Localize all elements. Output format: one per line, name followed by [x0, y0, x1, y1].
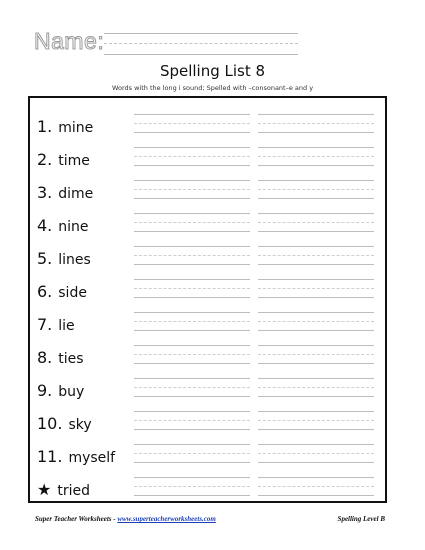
practice-line-1[interactable]	[134, 477, 250, 496]
item-number: 10.	[37, 414, 63, 433]
spelling-word	[37, 150, 90, 169]
word-text: lines	[58, 252, 91, 268]
word-text: nine	[58, 219, 89, 235]
item-number: 4.	[37, 216, 53, 235]
practice-line-2[interactable]	[258, 444, 374, 463]
list-item	[30, 471, 385, 504]
spelling-word	[37, 282, 87, 301]
item-number: 5.	[37, 249, 53, 268]
practice-line-2[interactable]	[258, 378, 374, 397]
practice-line-1[interactable]	[134, 246, 250, 265]
spelling-word	[37, 117, 93, 136]
practice-line-1[interactable]	[134, 411, 250, 430]
practice-line-1[interactable]	[134, 114, 250, 133]
word-text: sky	[68, 417, 92, 433]
practice-line-2[interactable]	[258, 279, 374, 298]
word-text: buy	[58, 384, 85, 400]
practice-line-2[interactable]	[258, 147, 374, 166]
publisher-name: Super Teacher Worksheets -	[35, 515, 118, 523]
practice-line-2[interactable]	[258, 477, 374, 496]
practice-line-2[interactable]	[258, 312, 374, 331]
word-text: side	[58, 285, 87, 301]
spelling-word	[37, 348, 84, 367]
worksheet-subtitle: Words with the long i sound; Spelled with –consonant–e and y	[111, 84, 314, 92]
spelling-word	[37, 315, 75, 334]
word-text: time	[58, 153, 90, 169]
list-item	[30, 207, 385, 240]
spelling-word	[37, 183, 93, 202]
spelling-word	[37, 249, 91, 268]
name-writing-line[interactable]	[104, 33, 298, 55]
list-item	[30, 240, 385, 273]
practice-line-2[interactable]	[258, 114, 374, 133]
name-label: Name:	[34, 28, 105, 54]
practice-line-2[interactable]	[258, 411, 374, 430]
item-number: 6.	[37, 282, 53, 301]
practice-line-2[interactable]	[258, 345, 374, 364]
practice-line-1[interactable]	[134, 180, 250, 199]
list-item	[30, 306, 385, 339]
spelling-word	[37, 381, 84, 400]
list-item	[30, 108, 385, 141]
star-icon: ★	[37, 480, 52, 499]
list-item	[30, 174, 385, 207]
item-number: 2.	[37, 150, 53, 169]
item-number: 9.	[37, 381, 53, 400]
practice-line-1[interactable]	[134, 444, 250, 463]
word-text: tried	[57, 483, 90, 499]
item-number: 3.	[37, 183, 53, 202]
list-item	[30, 339, 385, 372]
spelling-word	[37, 447, 115, 466]
word-text: mine	[58, 120, 94, 136]
practice-line-2[interactable]	[258, 246, 374, 265]
spelling-word	[37, 414, 92, 433]
footer-level: Spelling Level B	[337, 515, 385, 523]
list-item	[30, 141, 385, 174]
spelling-word	[37, 216, 89, 235]
word-text: ties	[58, 351, 84, 367]
spelling-word	[37, 480, 90, 499]
practice-line-2[interactable]	[258, 213, 374, 232]
list-item	[30, 438, 385, 471]
practice-line-1[interactable]	[134, 213, 250, 232]
spelling-list-box	[28, 96, 387, 503]
item-number: 8.	[37, 348, 53, 367]
practice-line-1[interactable]	[134, 147, 250, 166]
practice-line-1[interactable]	[134, 378, 250, 397]
list-item	[30, 405, 385, 438]
word-text: lie	[58, 318, 75, 334]
practice-line-1[interactable]	[134, 345, 250, 364]
worksheet-title: Spelling List 8	[159, 62, 266, 80]
item-number: 11.	[37, 447, 63, 466]
practice-line-2[interactable]	[258, 180, 374, 199]
word-text: dime	[58, 186, 94, 202]
list-item	[30, 372, 385, 405]
item-number: 7.	[37, 315, 53, 334]
footer-publisher	[35, 515, 216, 523]
list-item	[30, 273, 385, 306]
publisher-link[interactable]: www.superteacherworksheets.com	[117, 515, 216, 523]
word-text: myself	[68, 450, 116, 466]
practice-line-1[interactable]	[134, 312, 250, 331]
item-number: 1.	[37, 117, 53, 136]
practice-line-1[interactable]	[134, 279, 250, 298]
